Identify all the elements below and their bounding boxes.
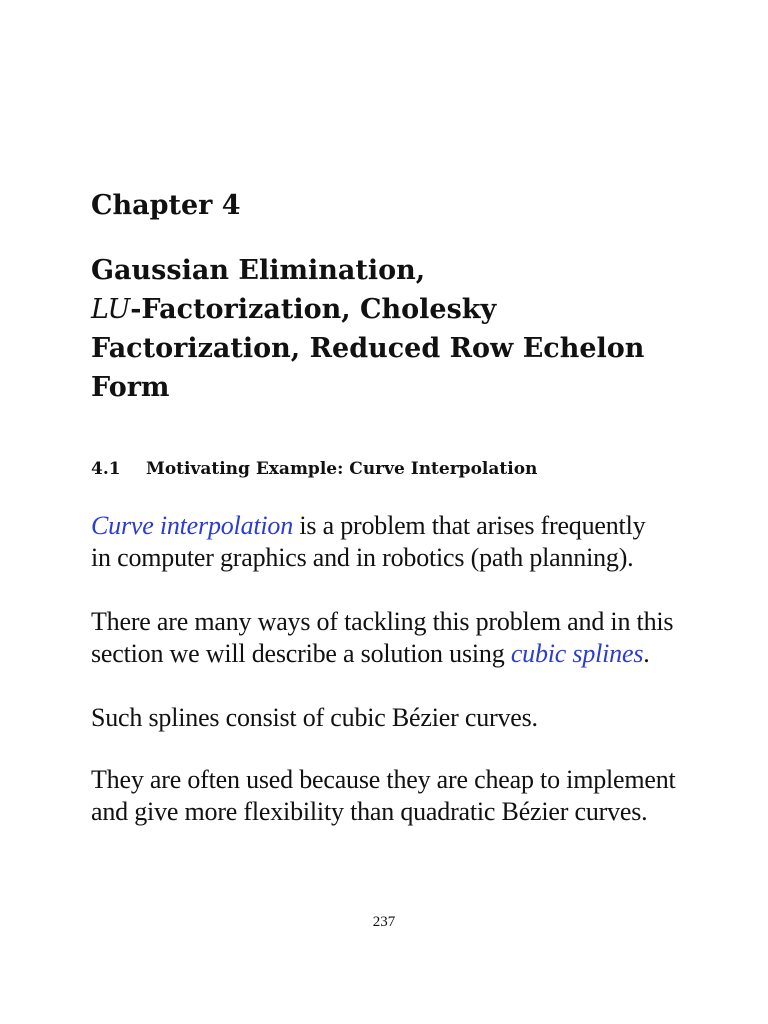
chapter-title xyxy=(91,251,701,407)
lu-italic-text: LU xyxy=(91,294,131,325)
chapter-title-line-2-rest: -Factorization, Cholesky xyxy=(130,294,497,325)
chapter-title-line-2 xyxy=(91,290,701,329)
paragraph-2-line-2-text: section we will describe a solution using xyxy=(91,639,511,668)
section-heading xyxy=(91,456,537,482)
paragraph-1-line-1 xyxy=(91,510,711,542)
section-number: 4.1 xyxy=(91,459,121,479)
paragraph-4-line-1: They are often used because they are cheap to implement xyxy=(91,765,676,794)
section-title: Motivating Example: Curve Interpolation xyxy=(146,459,538,479)
curve-interpolation-link[interactable]: Curve interpolation xyxy=(91,511,294,540)
document-page xyxy=(91,0,711,1024)
paragraph-1-line-2: in computer graphics and in robotics (path planning). xyxy=(91,543,634,572)
paragraph-3 xyxy=(91,702,711,734)
chapter-title-line-1: Gaussian Elimination, xyxy=(91,255,426,286)
paragraph-2-line-2-period: . xyxy=(643,639,650,668)
paragraph-2-line-1: There are many ways of tackling this problem and in this xyxy=(91,607,674,636)
paragraph-4-line-2: and give more flexibility than quadratic Bézier curves. xyxy=(91,797,648,826)
paragraph-1 xyxy=(91,510,711,574)
chapter-label: Chapter 4 xyxy=(91,190,241,221)
paragraph-4 xyxy=(91,764,711,828)
paragraph-2-line-2 xyxy=(91,638,711,670)
page-number: 237 xyxy=(372,914,396,930)
chapter-title-line-4: Form xyxy=(91,372,170,403)
paragraph-2 xyxy=(91,606,711,670)
paragraph-3-line-1: Such splines consist of cubic Bézier curves. xyxy=(91,703,538,732)
paragraph-1-line-1-text: is a problem that arises frequently xyxy=(293,511,646,540)
cubic-splines-link[interactable]: cubic splines xyxy=(510,639,644,668)
chapter-title-line-3: Factorization, Reduced Row Echelon xyxy=(91,333,645,364)
